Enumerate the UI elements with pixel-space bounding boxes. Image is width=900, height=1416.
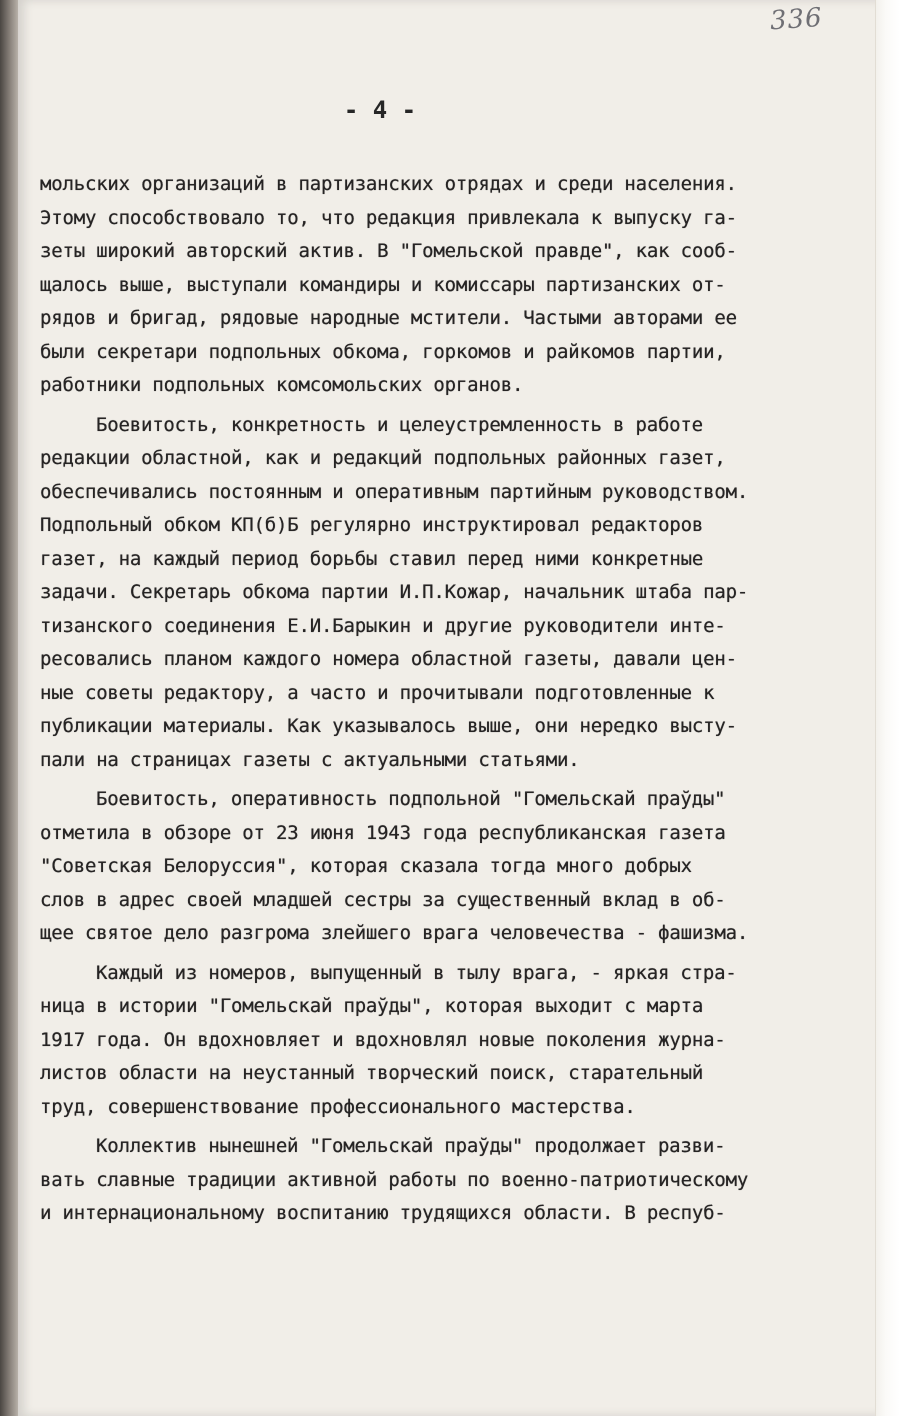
text-line: задачи. Секретарь обкома партии И.П.Кожар, начальник штаба пар- <box>40 581 749 603</box>
text-line: Подпольный обком КП(б)Б регулярно инструктировал редакторов <box>40 514 704 536</box>
paragraph <box>40 409 840 778</box>
text-line: Этому способствовало то, что редакция привлекала к выпуску га- <box>40 206 737 229</box>
text-line: тизанского соединения Е.И.Барыкин и другие руководители инте- <box>40 614 726 637</box>
text-line: щее святое дело разгрома злейшего врага человечества - фашизма. <box>40 922 749 944</box>
page-number: - 4 - <box>343 96 417 124</box>
text-line: работники подпольных комсомольских органов. <box>40 374 524 396</box>
text-line: щалось выше, выступали командиры и комиссары партизанских от- <box>40 273 726 296</box>
text-line: Каждый из номеров, выпущенный в тылу врага, - яркая стра- <box>96 961 737 984</box>
text-line: ные советы редактору, а часто и прочитывали подготовленные к <box>40 681 715 704</box>
paragraph <box>40 957 840 1125</box>
text-line: 1917 года. Он вдохновляет и вдохновлял новые поколения журна- <box>40 1028 726 1051</box>
page-edge <box>875 0 900 1416</box>
text-line: Коллектив нынешней "Гомельскай праўды" продолжает разви- <box>96 1135 726 1157</box>
paragraph <box>40 783 840 951</box>
paragraph <box>40 1130 840 1231</box>
text-line: Боевитость, оперативность подпольной "Гомельскай праўды" <box>96 788 726 810</box>
text-line: ресовались планом каждого номера областной газеты, давали цен- <box>40 648 737 670</box>
paragraph <box>40 168 840 403</box>
text-line: были секретари подпольных обкома, горкомов и райкомов партии, <box>40 340 726 363</box>
text-line: вать славные традиции активной работы по военно-патриотическому <box>40 1168 749 1191</box>
text-line: публикации материалы. Как указывалось выше, они нередко высту- <box>40 715 737 737</box>
text-line: "Советская Белоруссия", которая сказала тогда много добрых <box>40 855 692 877</box>
text-line: мольских организаций в партизанских отрядах и среди населения. <box>40 173 737 195</box>
text-line: Боевитость, конкретность и целеустремленность в работе <box>96 413 703 436</box>
text-line: слов в адрес своей младшей сестры за существенный вклад в об- <box>40 888 726 911</box>
text-line: и интернациональному воспитанию трудящихся области. В респуб- <box>40 1202 726 1224</box>
text-line: труд, совершенствование профессионального мастерства. <box>40 1095 636 1118</box>
text-line: ница в истории "Гомельскай праўды", которая выходит с марта <box>40 995 704 1017</box>
text-line: зеты широкий авторский актив. В "Гомельской правде", как сооб- <box>40 240 737 262</box>
text-line: газет, на каждый период борьбы ставил перед ними конкретные <box>40 547 704 570</box>
archive-page-number: 336 <box>769 2 824 37</box>
text-line: отметила в обзоре от 23 июня 1943 года республиканская газета <box>40 821 726 844</box>
text-line: рядов и бригад, рядовые народные мстители. Частыми авторами ее <box>40 307 737 329</box>
text-line: обеспечивались постоянным и оперативным партийным руководством. <box>40 480 749 503</box>
text-line: листов области на неустанный творческий поиск, старательный <box>40 1062 704 1084</box>
document-body <box>40 168 840 1237</box>
text-line: редакции областной, как и редакций подпольных районных газет, <box>40 447 726 469</box>
text-line: пали на страницах газеты с актуальными статьями. <box>40 748 580 771</box>
